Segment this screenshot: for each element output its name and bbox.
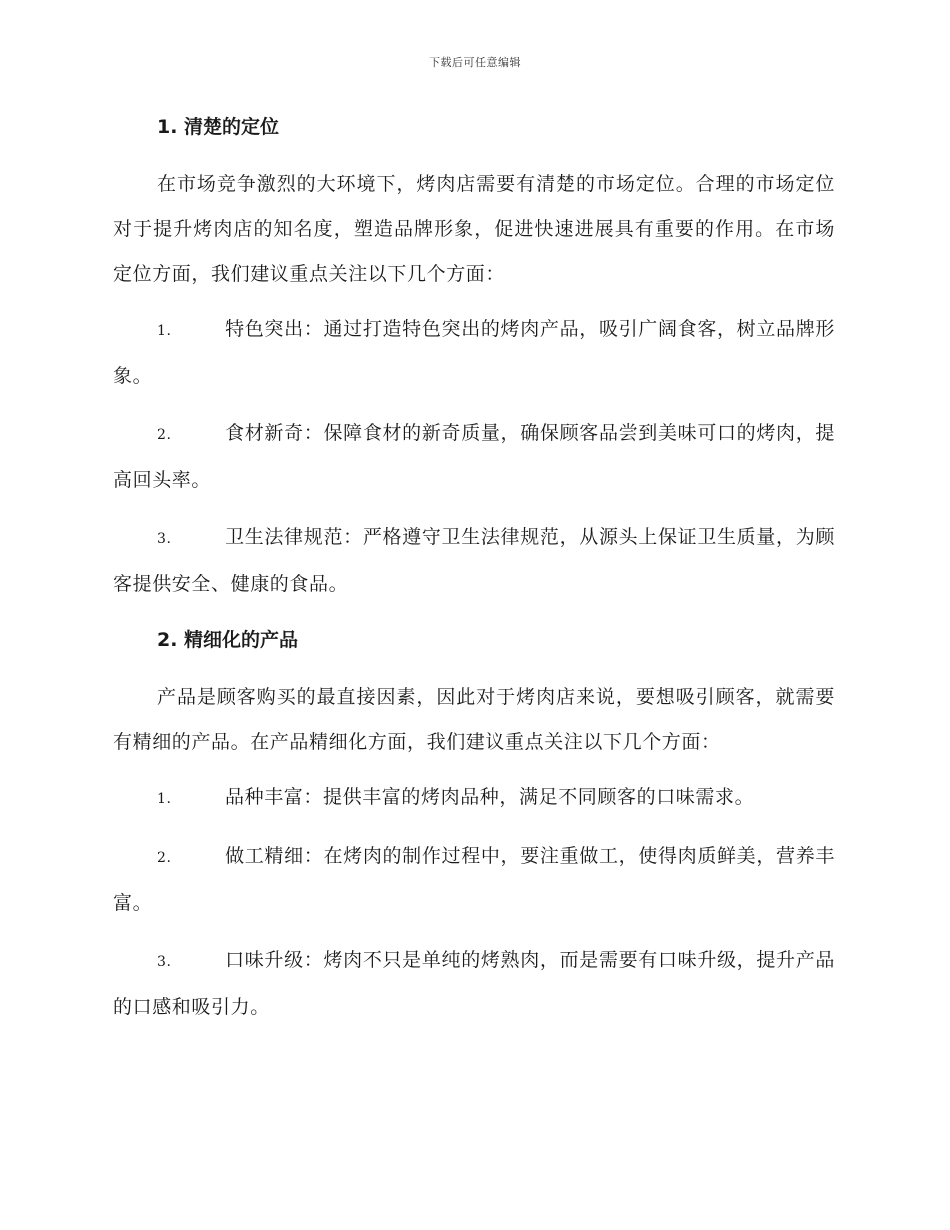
header-note: 下载后可任意编辑: [429, 56, 521, 69]
list-number: 2.: [157, 427, 172, 443]
list-number: 1.: [157, 791, 172, 807]
list-number: 3.: [157, 531, 172, 547]
list-text: 做工精细：在烤肉的制作过程中，要注重做工，使得肉质鲜美，营养丰富。: [113, 845, 835, 914]
list-text: 品种丰富：提供丰富的烤肉品种，满足不同顾客的口味需求。: [225, 786, 755, 808]
list-number: 3.: [157, 954, 172, 970]
section-heading: 1. 清楚的定位: [157, 116, 280, 138]
document-body: [113, 110, 835, 1042]
list-item: [113, 307, 835, 399]
list-item: [113, 938, 835, 1030]
section-paragraph: 产品是顾客购买的最直接因素，因此对于烤肉店来说，要想吸引顾客，就需要有精细的产品。在产品精细化方面，我们建议重点关注以下几个方面：: [113, 686, 835, 753]
list-number: 1.: [157, 323, 172, 339]
list-number: 2.: [157, 850, 172, 866]
list-text: 口味升级：烤肉不只是单纯的烤熟肉，而是需要有口味升级，提升产品的口感和吸引力。: [113, 949, 835, 1018]
list-item: [113, 411, 835, 503]
list-text: 卫生法律规范：严格遵守卫生法律规范，从源头上保证卫生质量，为顾客提供安全、健康的食品。: [113, 526, 835, 595]
list-item: [113, 834, 835, 926]
list-text: 食材新奇：保障食材的新奇质量，确保顾客品尝到美味可口的烤肉，提高回头率。: [113, 422, 835, 491]
list-item: [113, 515, 835, 607]
section-heading: 2. 精细化的产品: [157, 629, 299, 651]
section-paragraph: 在市场竞争激烈的大环境下，烤肉店需要有清楚的市场定位。合理的市场定位对于提升烤肉店的知名度，塑造品牌形象，促进快速进展具有重要的作用。在市场定位方面，我们建议重点关注以下几个方面：: [113, 173, 835, 285]
list-text: 特色突出：通过打造特色突出的烤肉产品，吸引广阔食客，树立品牌形象。: [113, 318, 835, 387]
list-item: [113, 775, 835, 822]
